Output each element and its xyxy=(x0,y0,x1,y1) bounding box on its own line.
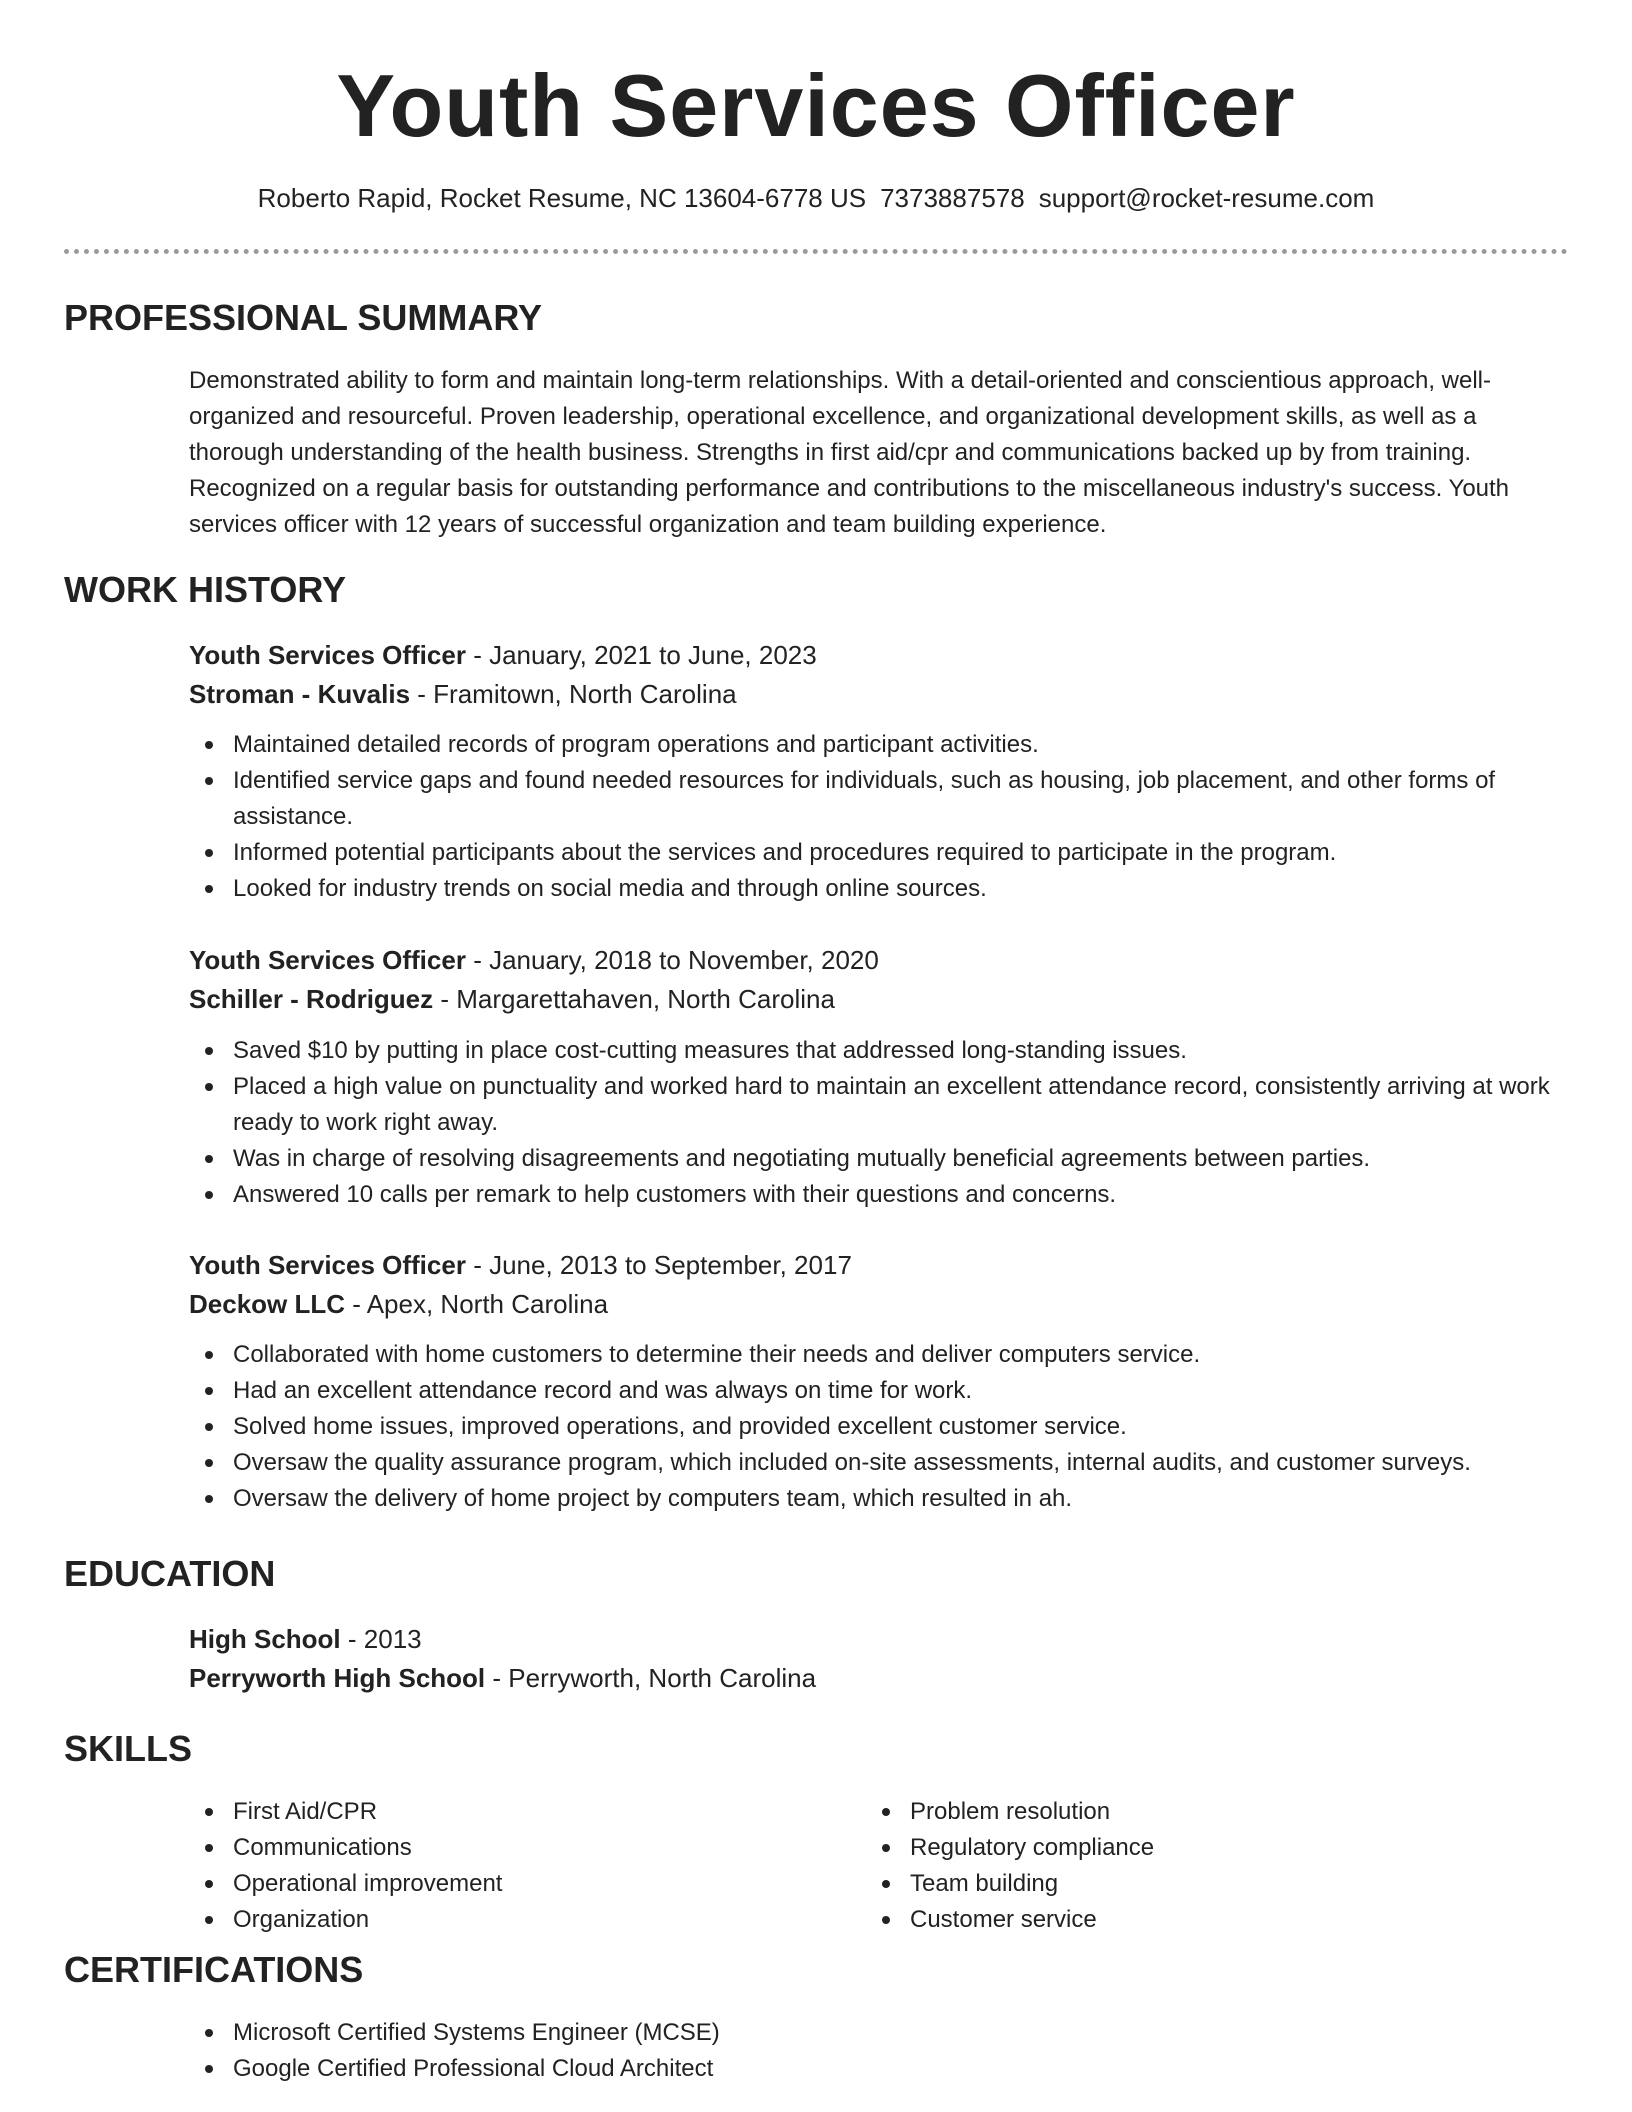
job-title-line xyxy=(189,636,817,674)
job-company-line xyxy=(189,675,737,713)
list-item: Oversaw the quality assurance program, which included on-site assessments, internal audits, and customer surveys. xyxy=(189,1445,1569,1481)
job-company: Stroman - Kuvalis xyxy=(189,679,411,709)
list-item: Had an excellent attendance record and was always on time for work. xyxy=(189,1373,1569,1409)
list-item: Answered 10 calls per remark to help customers with their questions and concerns. xyxy=(189,1177,1569,1213)
list-item: Oversaw the delivery of home project by computers team, which resulted in ah. xyxy=(189,1481,1569,1517)
skill-item: Problem resolution xyxy=(866,1794,1506,1830)
education-heading: EDUCATION xyxy=(64,1553,276,1594)
summary-text: Demonstrated ability to form and maintain long-term relationships. With a detail-oriented and conscientious approach, well-organized and resourceful. Proven leadership, operational excellence, and organizational development skills, as well as a thorough understanding of the health business. Strengths in first aid/cpr and communications backed up by from training. Recognized on a regular basis for outstanding performance and contributions to the miscellaneous industry's success. Youth services officer with 12 years of successful organization and team building experience. xyxy=(189,367,1510,538)
education-degree-line xyxy=(189,1620,422,1658)
job-role: Youth Services Officer xyxy=(189,640,466,670)
certification-item: Microsoft Certified Systems Engineer (MCSE) xyxy=(189,2015,1569,2051)
education-location: - Perryworth, North Carolina xyxy=(492,1663,817,1693)
skill-item: First Aid/CPR xyxy=(189,1794,829,1830)
job-role: Youth Services Officer xyxy=(189,945,466,975)
job-company: Schiller - Rodriguez xyxy=(189,984,434,1014)
list-item: Maintained detailed records of program operations and participant activities. xyxy=(189,727,1569,763)
education-degree: High School xyxy=(189,1624,341,1654)
job-title-line xyxy=(189,941,879,979)
certification-item: Google Certified Professional Cloud Architect xyxy=(189,2051,1569,2087)
job-dates: - January, 2021 to June, 2023 xyxy=(473,640,817,670)
certifications-list xyxy=(189,2015,1569,2087)
skill-item: Organization xyxy=(189,1902,829,1938)
education-school: Perryworth High School xyxy=(189,1663,486,1693)
job-bullets xyxy=(189,1033,1569,1213)
skills-list-right xyxy=(866,1794,1506,1938)
skills-heading: SKILLS xyxy=(64,1728,193,1769)
job-company-line xyxy=(189,1285,608,1323)
contact-phone: 7373887578 xyxy=(880,183,1025,213)
job-company-line xyxy=(189,980,835,1018)
list-item: Solved home issues, improved operations, and provided excellent customer service. xyxy=(189,1409,1569,1445)
job-dates: - June, 2013 to September, 2017 xyxy=(473,1250,852,1280)
job-location: - Margarettahaven, North Carolina xyxy=(440,984,835,1014)
skill-item: Communications xyxy=(189,1830,829,1866)
job-bullets xyxy=(189,727,1569,907)
summary-heading: PROFESSIONAL SUMMARY xyxy=(64,297,543,338)
list-item: Informed potential participants about the services and procedures required to participate in the program. xyxy=(189,835,1569,871)
list-item: Collaborated with home customers to determine their needs and deliver computers service. xyxy=(189,1337,1569,1373)
contact-line xyxy=(0,180,1632,216)
list-item: Looked for industry trends on social media and through online sources. xyxy=(189,871,1569,907)
education-school-line xyxy=(189,1659,816,1697)
job-company: Deckow LLC xyxy=(189,1289,346,1319)
job-location: - Framitown, North Carolina xyxy=(417,679,737,709)
job-title-line xyxy=(189,1246,852,1284)
list-item: Placed a high value on punctuality and worked hard to maintain an excellent attendance record, consistently arriving at work ready to work right away. xyxy=(189,1069,1569,1141)
skill-item: Operational improvement xyxy=(189,1866,829,1902)
resume-name: Youth Services Officer xyxy=(336,56,1296,155)
skill-item: Regulatory compliance xyxy=(866,1830,1506,1866)
list-item: Was in charge of resolving disagreements and negotiating mutually beneficial agreements between parties. xyxy=(189,1141,1569,1177)
education-year: - 2013 xyxy=(347,1624,422,1654)
certifications-heading: CERTIFICATIONS xyxy=(64,1949,364,1990)
job-dates: - January, 2018 to November, 2020 xyxy=(473,945,879,975)
list-item: Saved $10 by putting in place cost-cutting measures that addressed long-standing issues. xyxy=(189,1033,1569,1069)
contact-email[interactable]: support@rocket-resume.com xyxy=(1038,183,1375,213)
skill-item: Customer service xyxy=(866,1902,1506,1938)
job-location: - Apex, North Carolina xyxy=(352,1289,609,1319)
contact-address: Roberto Rapid, Rocket Resume, NC 13604-6778 US xyxy=(257,183,867,213)
skills-list-left xyxy=(189,1794,829,1938)
work-history-heading: WORK HISTORY xyxy=(64,569,347,610)
job-bullets xyxy=(189,1337,1569,1517)
skill-item: Team building xyxy=(866,1866,1506,1902)
job-role: Youth Services Officer xyxy=(189,1250,466,1280)
header-divider xyxy=(64,249,1568,254)
list-item: Identified service gaps and found needed resources for individuals, such as housing, job placement, and other forms of assistance. xyxy=(189,763,1569,835)
